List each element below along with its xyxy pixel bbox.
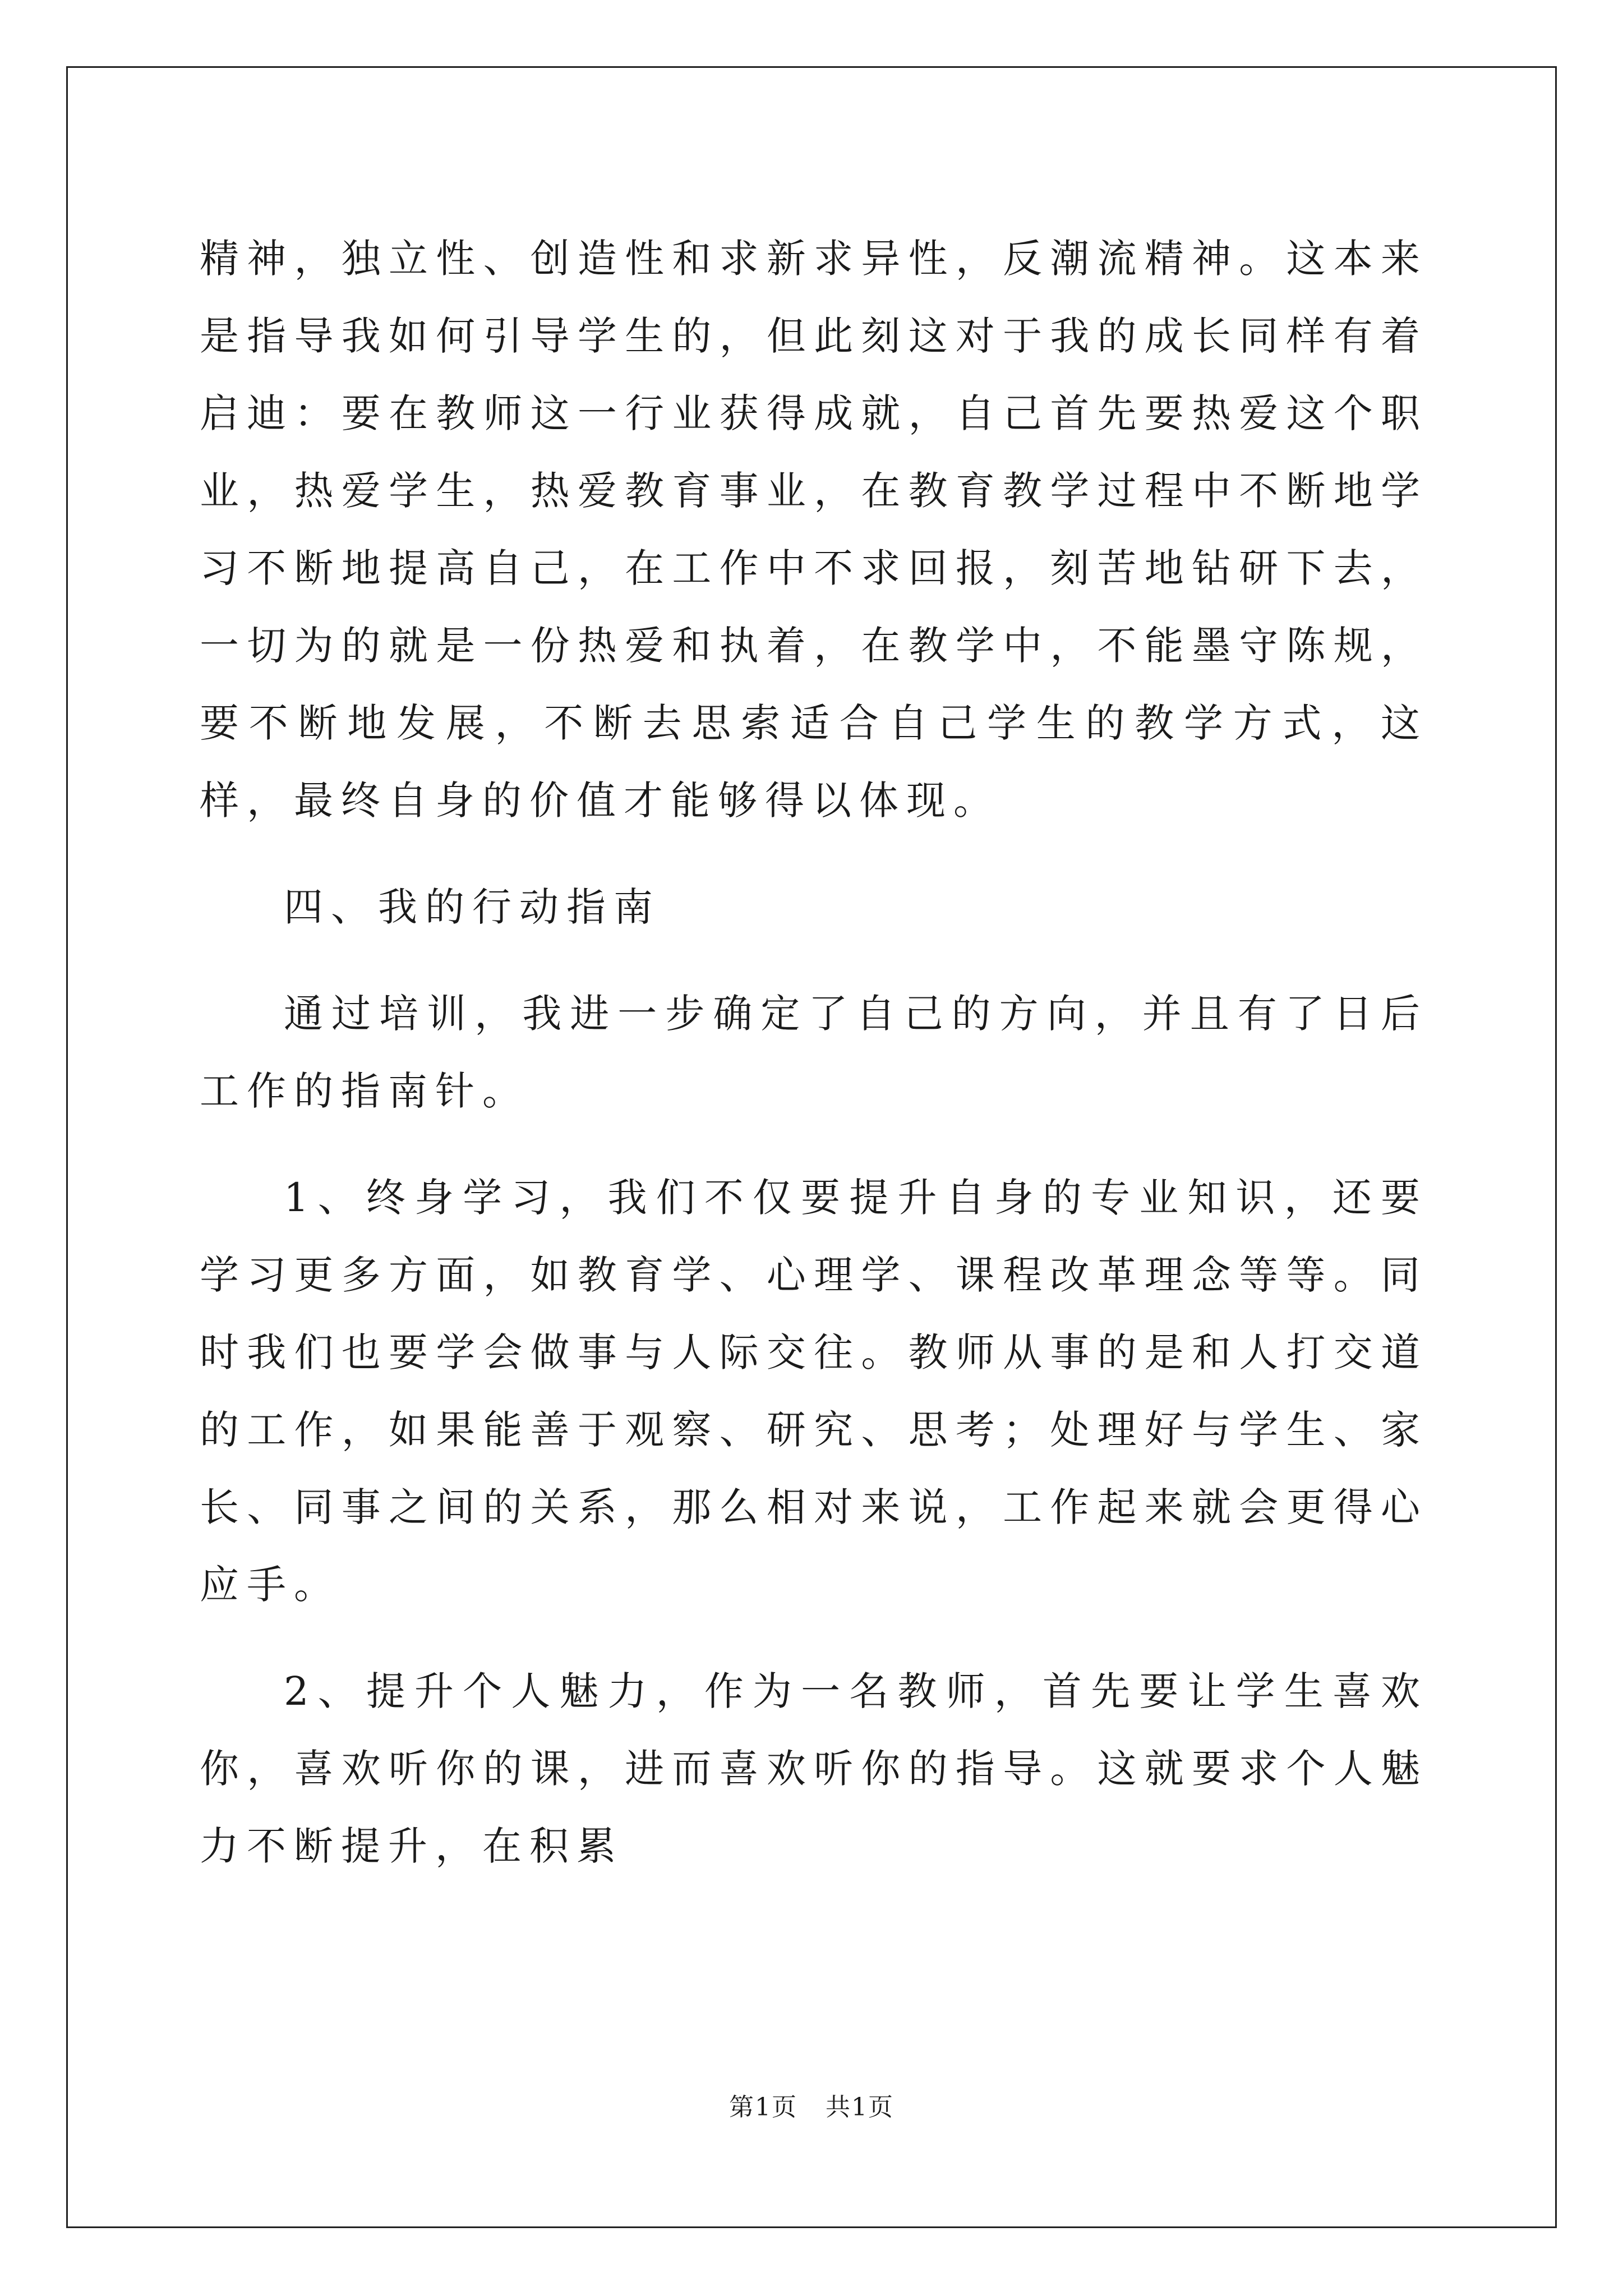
- page-total: 共1页: [826, 2093, 894, 2122]
- paragraph-3: 1、终身学习，我们不仅要提升自身的专业知识，还要学习更多方面，如教育学、心理学、课程改革理念等等。同时我们也要学会做事与人际交往。教师从事的是和人打交道的工作，如果能善于观察、研究、思考；处理好与学生、家长、同事之间的关系，那么相对来说，工作起来就会更得心应手。: [200, 1175, 1428, 1608]
- page-number: 第1页: [729, 2093, 797, 2122]
- document-body: [200, 220, 1428, 1885]
- paragraph-4: 2、提升个人魅力，作为一名教师，首先要让学生喜欢你，喜欢听你的课，进而喜欢听你的指导。这就要求个人魅力不断提升，在积累: [200, 1668, 1428, 1869]
- page-footer: [0, 2087, 1623, 2123]
- section-heading: 四、我的行动指南: [284, 884, 661, 930]
- paragraph-2: 通过培训，我进一步确定了自己的方向，并且有了日后工作的指南针。: [200, 991, 1428, 1114]
- paragraph-1: 精神，独立性、创造性和求新求异性，反潮流精神。这本来是指导我如何引导学生的，但此刻这对于我的成长同样有着启迪：要在教师这一行业获得成就，自己首先要热爱这个职业，热爱学生，热爱教育事业，在教育教学过程中不断地学习不断地提高自己，在工作中不求回报，刻苦地钻研下去，一切为的就是一份热爱和执着，在教学中，不能墨守陈规，要不断地发展，不断去思索适合自己学生的教学方式，这样，最终自身的价值才能够得以体现。: [200, 236, 1428, 823]
